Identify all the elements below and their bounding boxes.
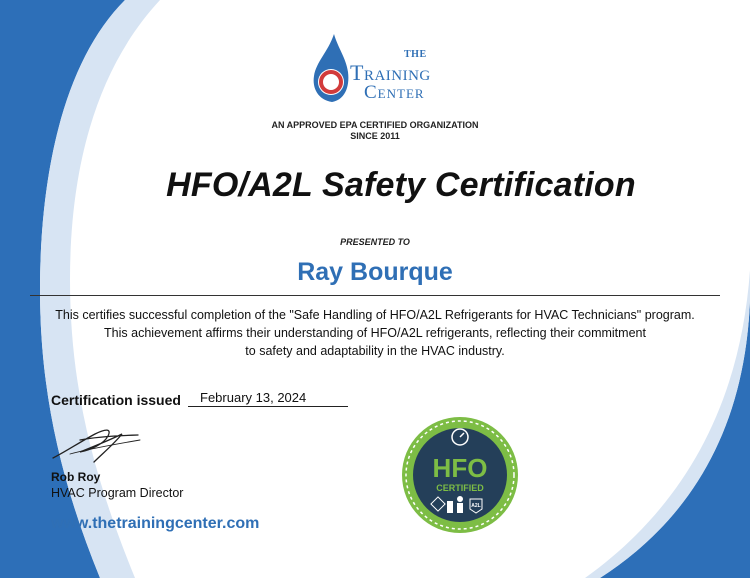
logo-center: Center <box>364 82 425 103</box>
tagline-line2: SINCE 2011 <box>350 131 400 141</box>
logo-training: Training <box>350 60 431 85</box>
certificate-title: HFO/A2L Safety Certification <box>166 166 636 204</box>
body-line-3: to safety and adaptability in the HVAC industry. <box>245 344 505 358</box>
body-line-1: This certifies successful completion of the "Safe Handling of HFO/A2L Refrigerants for HVAC Technicians" program. <box>55 308 695 322</box>
issued-date-field <box>188 390 348 407</box>
issued-date: February 13, 2024 <box>200 390 307 405</box>
body-line-2: This achievement affirms their understanding of HFO/A2L refrigerants, reflecting their commitment <box>104 326 646 340</box>
badge-main-text: HFO <box>432 453 488 483</box>
presented-to-label: PRESENTED TO <box>340 237 410 247</box>
website-link[interactable]: www.thetrainingcenter.com <box>51 515 260 532</box>
badge-tag-text: A2L <box>471 503 481 509</box>
hfo-certified-badge-icon <box>400 415 520 535</box>
issued-label: Certification issued <box>51 392 181 408</box>
signer-title: HVAC Program Director <box>51 486 184 500</box>
divider <box>30 295 720 296</box>
recipient-name: Ray Bourque <box>297 258 453 286</box>
tagline-line1: AN APPROVED EPA CERTIFIED ORGANIZATION <box>271 120 479 130</box>
signer-name: Rob Roy <box>51 470 101 484</box>
certificate-body <box>20 306 730 360</box>
signature-icon <box>50 420 145 465</box>
badge-sub-text: CERTIFIED <box>436 483 484 493</box>
logo-the: THE <box>404 49 427 60</box>
